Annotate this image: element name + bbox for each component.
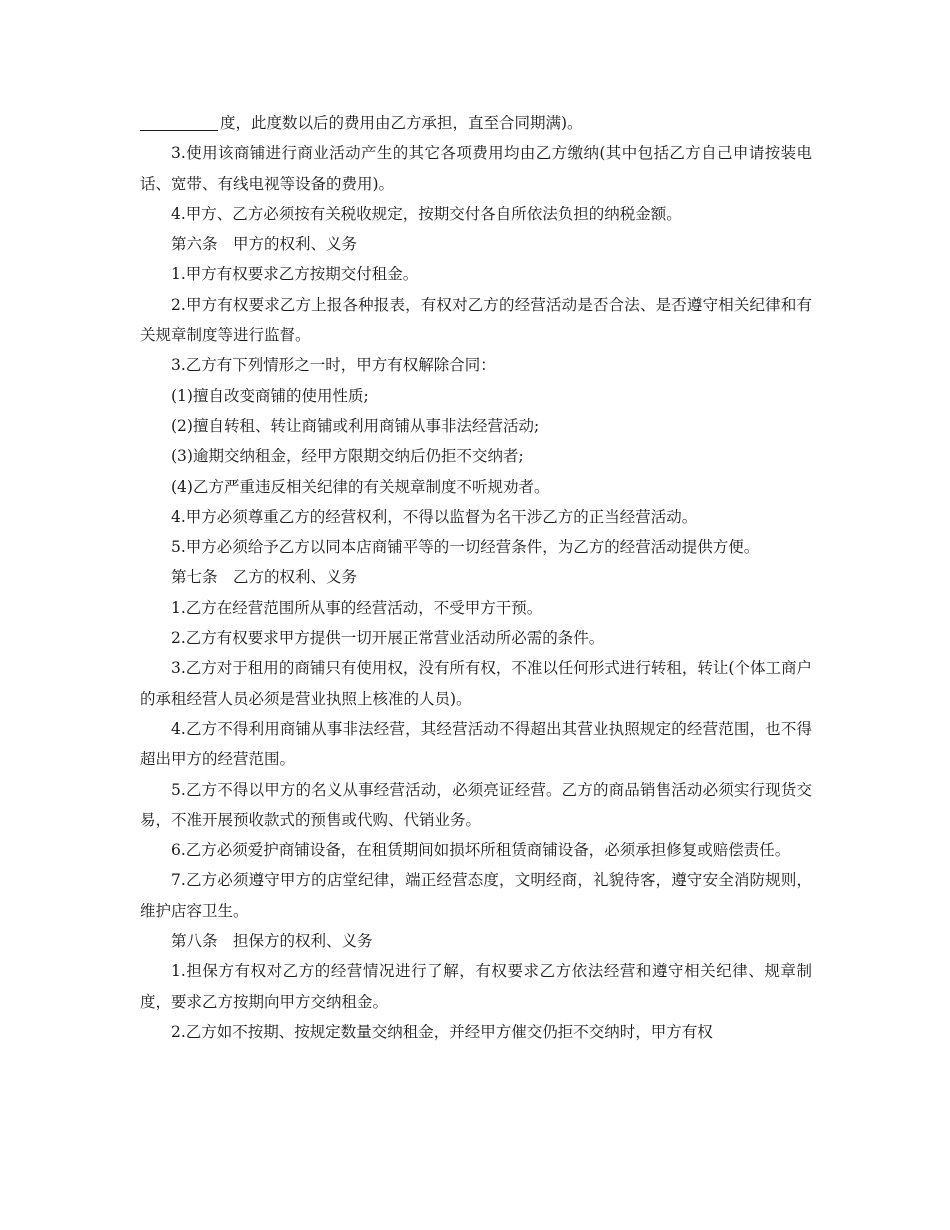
paragraph: 3.乙方有下列情形之一时，甲方有权解除合同：	[171, 356, 496, 375]
fill-in-blank	[140, 112, 218, 131]
paragraph: 1.甲方有权要求乙方按期交付租金。	[171, 265, 419, 284]
section-heading: 第八条 担保方的权利、义务	[171, 932, 373, 951]
list-item: (1)擅自改变商铺的使用性质;	[171, 386, 369, 405]
paragraph: 6.乙方必须爱护商铺设备，在租赁期间如损坏所租赁商铺设备，必须承担修复或赔偿责任。	[171, 841, 791, 860]
paragraph-continuation	[140, 108, 812, 138]
document-body	[140, 108, 812, 1047]
paragraph: 2.甲方有权要求乙方上报各种报表，有权对乙方的经营活动是否合法、是否遵守相关纪律和有关规章制度等进行监督。	[140, 295, 812, 345]
paragraph: 3.使用该商铺进行商业活动产生的其它各项费用均由乙方缴纳(其中包括乙方自己申请按装电话、宽带、有线电视等设备的费用)。	[140, 144, 812, 193]
paragraph: 2.乙方有权要求甲方提供一切开展正常营业活动所必需的条件。	[171, 629, 605, 648]
section-heading: 第七条 乙方的权利、义务	[171, 568, 358, 587]
list-item: (4)乙方严重违反相关纪律的有关规章制度不听规劝者。	[171, 477, 550, 496]
section-heading: 第六条 甲方的权利、义务	[171, 235, 358, 254]
paragraph: 4.乙方不得利用商铺从事非法经营，其经营活动不得超出其营业执照规定的经营范围，也不得超出甲方的经营范围。	[140, 719, 812, 769]
paragraph-text: 度，此度数以后的费用由乙方承担，直至合同期满)。	[220, 114, 583, 132]
paragraph: 3.乙方对于租用的商铺只有使用权，没有所有权，不准以任何形式进行转租，转让(个体工商户的承租经营人员必须是营业执照上核准的人员)。	[140, 659, 812, 708]
paragraph: 5.甲方必须给予乙方以同本店商铺平等的一切经营条件，为乙方的经营活动提供方便。	[171, 538, 760, 557]
list-item: (3)逾期交纳租金，经甲方限期交纳后仍拒不交纳者;	[171, 447, 524, 466]
paragraph: 5.乙方不得以甲方的名义从事经营活动，必须亮证经营。乙方的商品销售活动必须实行现货交易，不准开展预收款式的预售或代购、代销业务。	[140, 780, 812, 829]
paragraph: 7.乙方必须遵守甲方的店堂纪律，端正经营态度，文明经商，礼貌待客，遵守安全消防规则，维护店容卫生。	[140, 871, 812, 920]
paragraph: 1.乙方在经营范围所从事的经营活动，不受甲方干预。	[171, 598, 543, 617]
list-item: (2)擅自转租、转让商铺或利用商铺从事非法经营活动;	[171, 416, 540, 435]
paragraph: 4.甲方、乙方必须按有关税收规定，按期交付各自所依法负担的纳税金额。	[171, 204, 682, 223]
paragraph: 1.担保方有权对乙方的经营情况进行了解，有权要求乙方依法经营和遵守相关纪律、规章制度，要求乙方按期向甲方交纳租金。	[140, 962, 812, 1011]
paragraph: 2.乙方如不按期、按规定数量交纳租金，并经甲方催交仍拒不交纳时，甲方有权	[171, 1022, 713, 1041]
paragraph: 4.甲方必须尊重乙方的经营权利，不得以监督为名干涉乙方的正当经营活动。	[171, 507, 698, 526]
